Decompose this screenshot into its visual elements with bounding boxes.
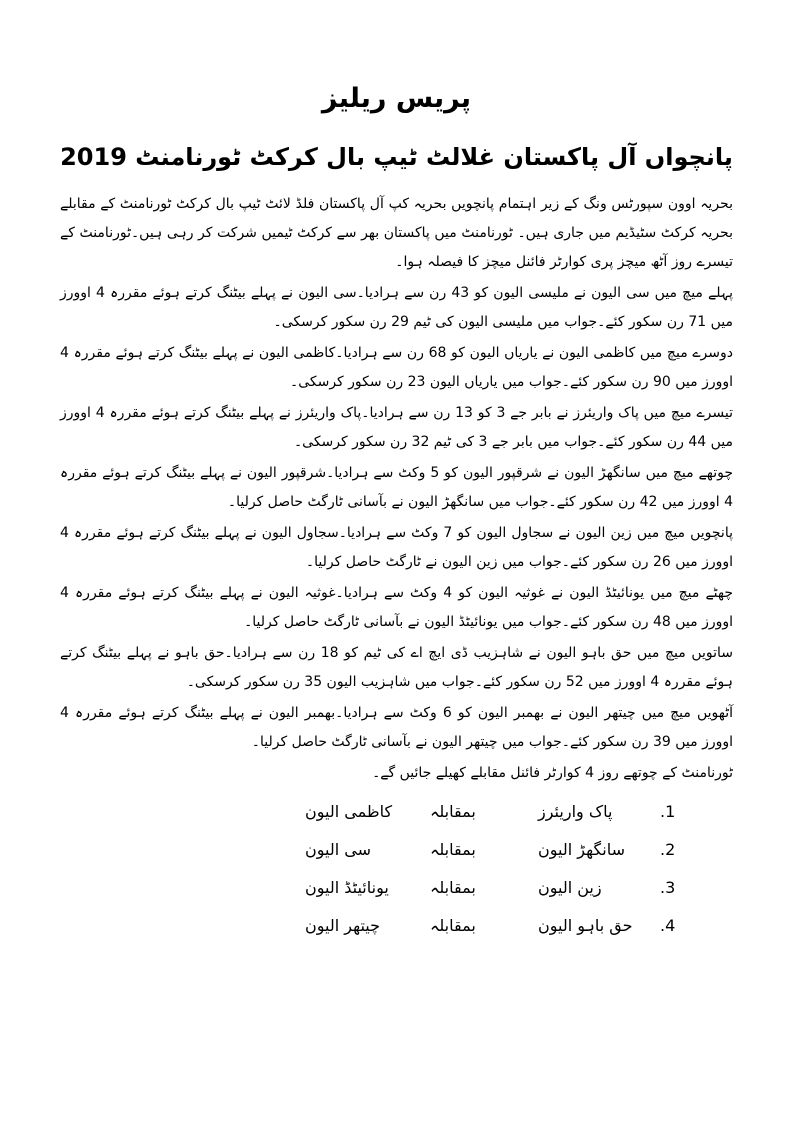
list-item (60, 870, 733, 908)
versus-label: بمقابلہ (430, 916, 476, 935)
header (60, 78, 733, 176)
paragraph-match-3: تیسرے میچ میں پاک واریئرز نے بابر جے 3 کو 13 رن سے ہرادیا۔پاک واریئرز نے پہلے بیٹنگ کرتے ہوئے مقررہ 4 اوورز میں 44 رن سکور کئے۔جواب میں بابر جے 3 کی ٹیم 32 رن سکور کرسکی۔ (60, 405, 733, 450)
paragraph-match-8: آٹھویں میچ میں چیتھر الیون نے بھمبر الیون کو 6 وکٹ سے ہرادیا۔بھمبر الیون نے پہلے بیٹنگ کرتے ہوئے مقررہ 4 اوورز میں 39 رن سکور کئے۔جواب میں چیتھر الیون نے بآسانی ٹارگٹ حاصل کرلیا۔ (60, 705, 733, 750)
team-two: یونائیٹڈ الیون (305, 878, 389, 897)
quarter-final-list (60, 794, 733, 946)
paragraph-match-1: پہلے میچ میں سی الیون نے ملیسی الیون کو 43 رن سے ہرادیا۔سی الیون نے پہلے بیٹنگ کرتے ہوئے مقررہ 4 اوورز میں 71 رن سکور کئے۔جواب میں ملیسی الیون کی ٹیم 29 رن سکور کرسکی۔ (60, 285, 733, 330)
page-title: پریس ریلیز (321, 83, 472, 114)
paragraph-match-7: ساتویں میچ میں حق باہو الیون نے شاہزیب ڈی ایچ اے کی ٹیم کو 18 رن سے ہرادیا۔حق باہو نے پہلے بیٹنگ کرتے ہوئے مقررہ 4 اوورز میں 52 رن سکور کئے۔جواب میں شاہزیب الیون 35 رن سکور کرسکی۔ (60, 645, 734, 690)
team-one: سانگھڑ الیون (538, 840, 626, 859)
page-subtitle: پانچواں آل پاکستان غلالٹ ٹیپ بال کرکٹ ٹورنامنٹ 2019 (60, 143, 733, 171)
team-one: حق باہو الیون (538, 916, 633, 935)
versus-label: بمقابلہ (430, 840, 476, 859)
paragraph-match-5: پانچویں میچ میں زین الیون نے سجاول الیون کو 7 وکٹ سے ہرادیا۔سجاول الیون نے پہلے بیٹنگ کرتے ہوئے مقررہ 4 اوورز میں 26 رن سکور کئے۔جواب میں زین الیون نے ٹارگٹ حاصل کرلیا۔ (60, 525, 733, 570)
paragraph-intro: بحریہ اوون سپورٹس ونگ کے زیر اہتمام پانچویں بحریہ کپ آل پاکستان فلڈ لائٹ ٹیپ بال کرکٹ ٹورنامنٹ کے مقابلے بحریہ کرکٹ سٹیڈیم میں جاری ہیں۔ ٹورنامنٹ میں پاکستان بھر سے کرکٹ ٹیمیں شرکت کر رہی ہیں۔ٹورنامنٹ کے تیسرے روز آٹھ میچز پری کوارٹر فائنل میچز کا فیصلہ ہوا۔ (60, 196, 733, 270)
press-release-page (60, 78, 733, 946)
list-item (60, 794, 733, 832)
match-number: 2. (660, 840, 676, 859)
paragraph-schedule: ٹورنامنٹ کے چوتھے روز 4 کوارٹر فائنل مقابلے کھیلے جائیں گے۔ (372, 765, 733, 781)
team-two: چیتھر الیون (305, 916, 380, 935)
team-two: کاظمی الیون (305, 802, 393, 821)
team-one: پاک واریئرز (538, 802, 613, 821)
team-one: زین الیون (538, 878, 602, 897)
list-item (60, 908, 733, 946)
body-text (60, 190, 733, 788)
paragraph-match-6: چھٹے میچ میں یونائیٹڈ الیون نے غوثیہ الیون کو 4 وکٹ سے ہرادیا۔غوثیہ الیون نے پہلے بیٹنگ کرتے ہوئے مقررہ 4 اوورز میں 48 رن سکور کئے۔جواب میں یونائیٹڈ الیون نے بآسانی ٹارگٹ حاصل کرلیا۔ (60, 585, 733, 630)
paragraph-match-4: چوتھے میچ میں سانگھڑ الیون نے شرقپور الیون کو 5 وکٹ سے ہرادیا۔شرقپور الیون نے پہلے بیٹنگ کرتے ہوئے مقررہ 4 اوورز میں 42 رن سکور کئے۔جواب میں سانگھڑ الیون نے بآسانی ٹارگٹ حاصل کرلیا۔ (60, 465, 734, 510)
team-two: سی الیون (305, 840, 371, 859)
list-item (60, 832, 733, 870)
match-number: 4. (660, 916, 676, 935)
versus-label: بمقابلہ (430, 802, 476, 821)
match-number: 1. (660, 802, 676, 821)
paragraph-match-2: دوسرے میچ میں کاظمی الیون نے یاریاں الیون کو 68 رن سے ہرادیا۔کاظمی الیون نے پہلے بیٹنگ کرتے ہوئے مقررہ 4 اوورز میں 90 رن سکور کئے۔جواب میں یاریاں الیون 23 رن سکور کرسکی۔ (60, 345, 733, 390)
versus-label: بمقابلہ (430, 878, 476, 897)
match-number: 3. (660, 878, 676, 897)
